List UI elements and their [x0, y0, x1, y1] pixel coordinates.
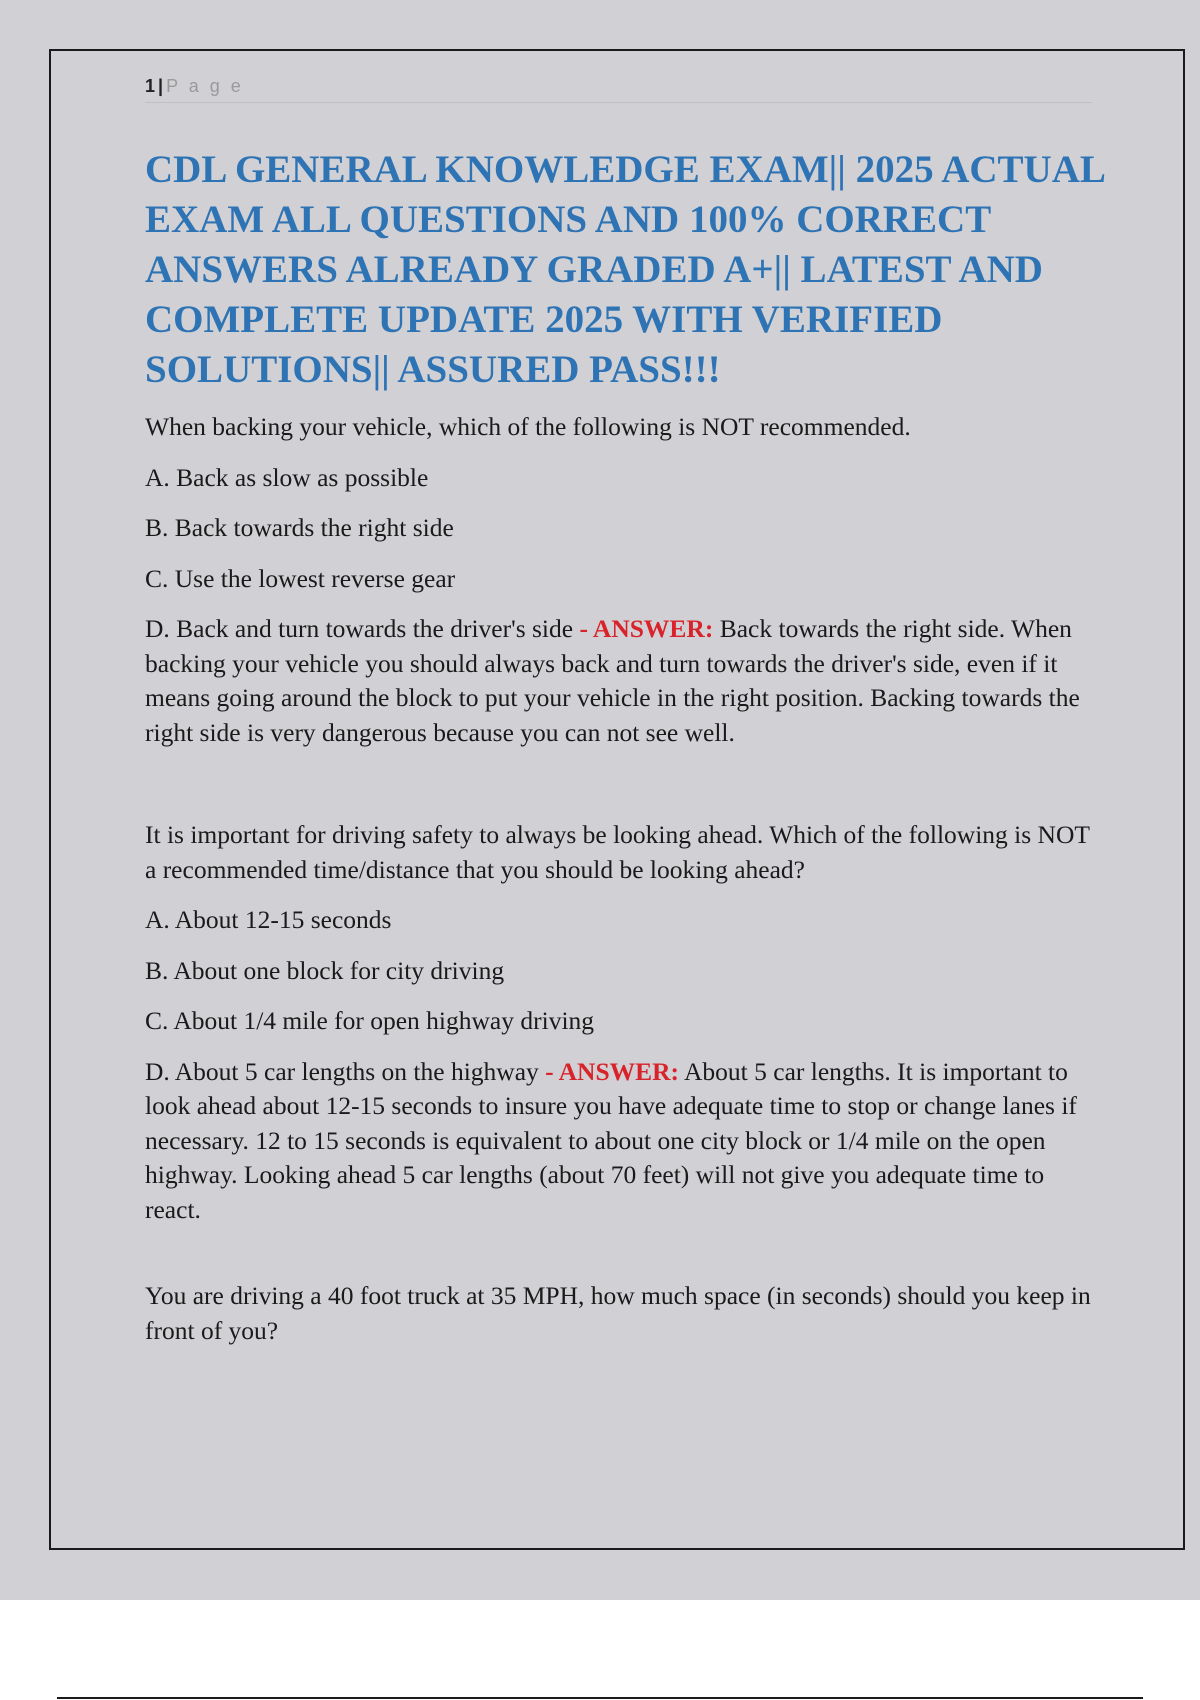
answer-text: Back towards the right side. When backing your vehicle you should always back and turn towards the driver's side, even if it means going around the block to put your vehicle in the right position. Backing towards the right side is very dangerous because you can not see well. [145, 614, 1080, 747]
question-text: When backing your vehicle, which of the following is NOT recommended. [145, 412, 911, 441]
option-a: A. About 12-15 seconds [145, 905, 392, 934]
header-separator: | [158, 76, 164, 96]
spacer [145, 1227, 1095, 1279]
document-body [145, 410, 1095, 1348]
answer-text: About 5 car lengths. It is important to look ahead about 12-15 seconds to insure you have adequate time to stop or change lanes if necessary. 12 to 15 seconds is equivalent to about one city block or 1/4 mile on the open highway. Looking ahead 5 car lengths (about 70 feet) will not give you adequate time to react. [145, 1056, 1077, 1224]
page-label: P a g e [166, 76, 244, 96]
next-page-top-rule [57, 1697, 1143, 1699]
spacer [145, 750, 1095, 818]
option-c: C. Use the lowest reverse gear [145, 563, 456, 593]
page-number: 1 [145, 76, 156, 96]
answer-label: - ANSWER: [545, 1056, 680, 1086]
option-b: B. About one block for city driving [145, 955, 505, 985]
question-text: It is important for driving safety to always be looking ahead. Which of the following is NOT a recommended time/distance that you should be looking ahead? [145, 820, 1090, 884]
option-d-with-answer [145, 612, 1095, 750]
question-text: You are driving a 40 foot truck at 35 MPH, how much space (in seconds) should you keep in front of you? [145, 1281, 1091, 1345]
option-b: B. Back towards the right side [145, 513, 454, 542]
question-block-3 [145, 1279, 1095, 1348]
option-c: C. About 1/4 mile for open highway driving [145, 1006, 595, 1035]
document-title: CDL GENERAL KNOWLEDGE EXAM|| 2025 ACTUAL EXAM ALL QUESTIONS AND 100% CORRECT ANSWERS ALREADY GRADED A+|| LATEST AND COMPLETE UPDATE 2025 WITH VERIFIED SOLUTIONS|| ASSURED PASS!!! [145, 148, 1104, 391]
option-d: D. About 5 car lengths on the highway [145, 1056, 539, 1086]
option-d-with-answer [145, 1055, 1095, 1228]
option-d: D. Back and turn towards the driver's side [145, 614, 574, 643]
page-header [145, 74, 1092, 103]
answer-label: - ANSWER: [579, 614, 714, 643]
question-block-2 [145, 818, 1095, 1227]
question-block-1 [145, 410, 1095, 750]
option-a: A. Back as slow as possible [145, 462, 429, 492]
